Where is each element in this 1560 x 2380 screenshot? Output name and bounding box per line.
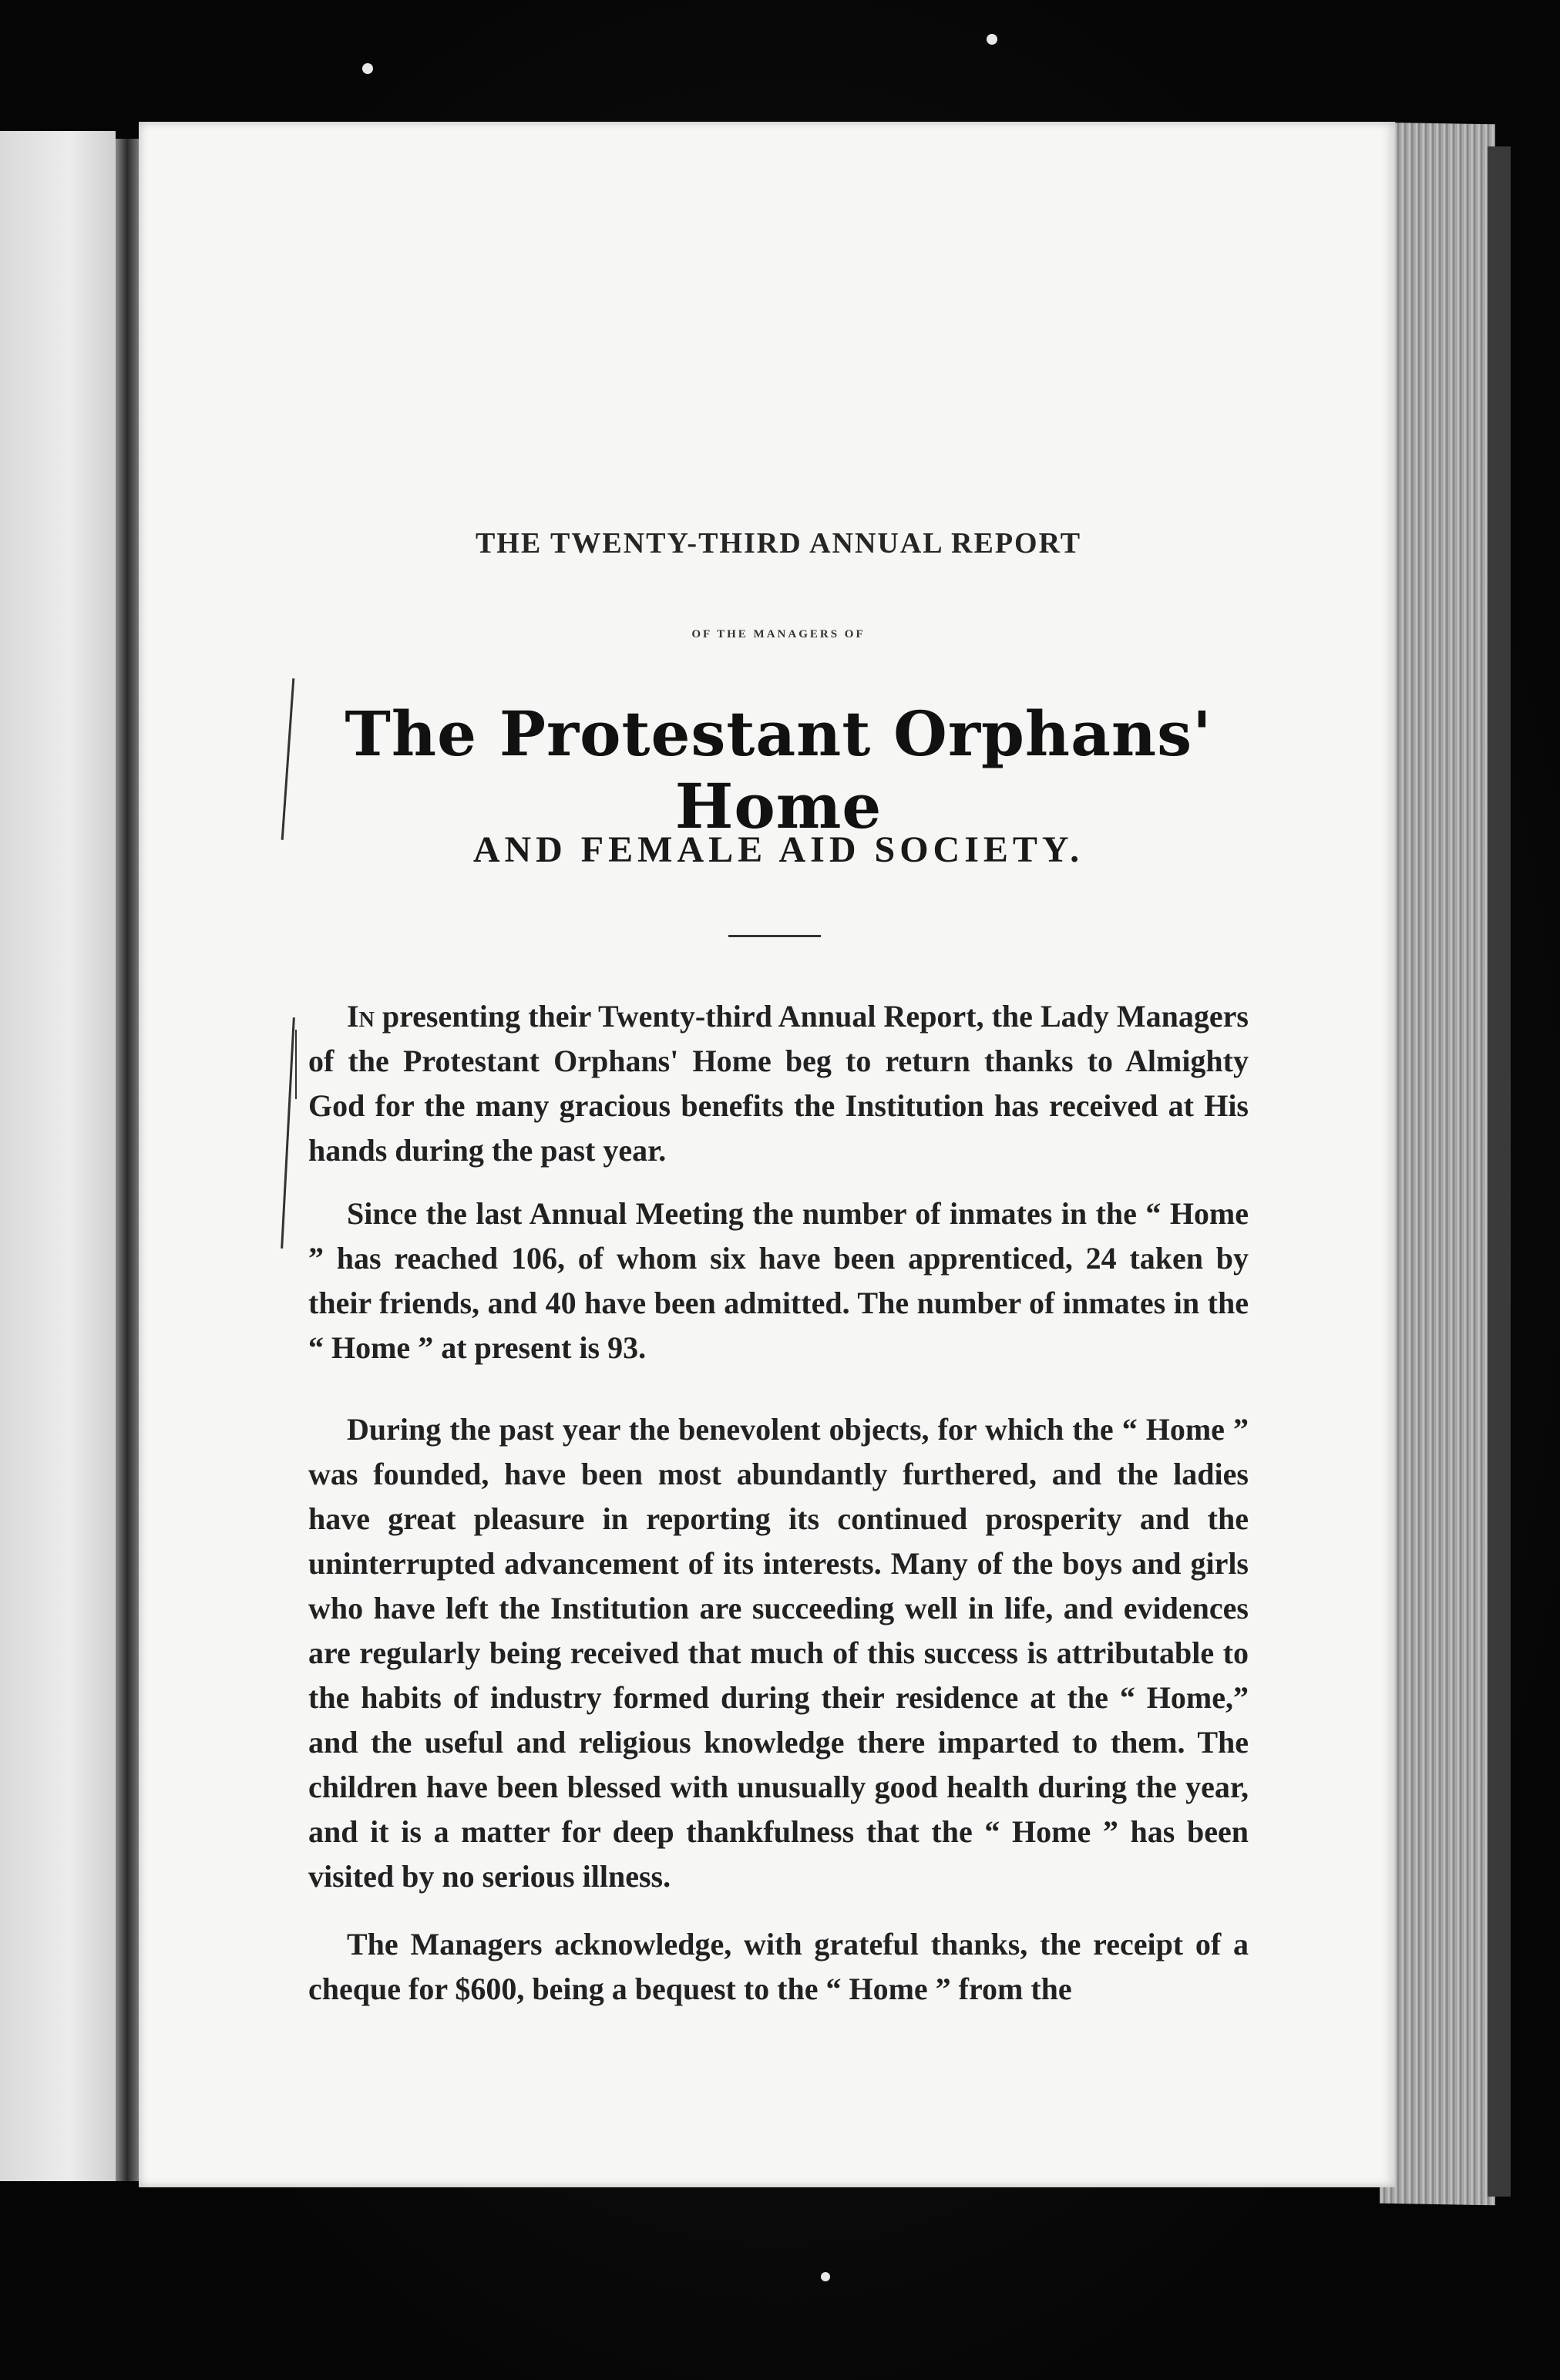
paragraph-2 (308, 1192, 1249, 1370)
page-block-edges (1380, 123, 1495, 2206)
paragraph-4 (308, 1922, 1249, 2012)
margin-mark (295, 1030, 297, 1099)
paragraph-1 (308, 994, 1249, 1173)
film-speck (821, 2272, 830, 2281)
facing-page-edge (0, 131, 116, 2181)
body-text (308, 994, 1249, 2030)
book-gutter (116, 139, 139, 2181)
paragraph-lead: In (347, 999, 375, 1034)
film-speck (987, 34, 997, 45)
paragraph-text: The Managers acknowledge, with grateful thanks, the receipt of a cheque for $600, being a bequest to the “ Home ” from the (308, 1927, 1249, 2006)
film-speck (362, 63, 373, 74)
document-subtitle: AND FEMALE AID SOCIETY. (472, 829, 1084, 870)
paragraph-text: During the past year the benevolent objects, for which the “ Home ” was founded, have been most abundantly furthered, and the ladies have great pleasure in reporting its continued prosperity and the uninterrupted advancement of its interests. Many of the boys and girls who have left the Institution are succeeding well in life, and evidences are regularly being received that much of this success is attributable to the habits of industry formed during their residence at the “ Home,” and the useful and religious knowledge there imparted to them. The children have been blessed with unusually good health during the year, and it is a matter for deep thankfulness that the “ Home ” has been visited by no serious illness. (308, 1412, 1249, 1894)
paragraph-text: Since the last Annual Meeting the number of inmates in the “ Home ” has reached 106, of whom six have been apprenticed, 24 taken by their friends, and 40 have been admitted. The number of inmates in the “ Home ” at present is 93. (308, 1196, 1249, 1365)
report-header: THE TWENTY-THIRD ANNUAL REPORT (475, 527, 1082, 560)
report-subheader: OF THE MANAGERS OF (691, 628, 866, 640)
paragraph-3 (308, 1407, 1249, 1899)
title-rule (728, 935, 821, 937)
paragraph-text: presenting their Twenty-third Annual Report, the Lady Managers of the Protestant Orphans' Home beg to return thanks to Almighty God for the many gracious benefits the Institution has received at His hands during the past year. (308, 999, 1249, 1168)
document-title: The Protestant Orphans' Home (345, 698, 1212, 842)
page-block-shadow (1488, 146, 1511, 2197)
